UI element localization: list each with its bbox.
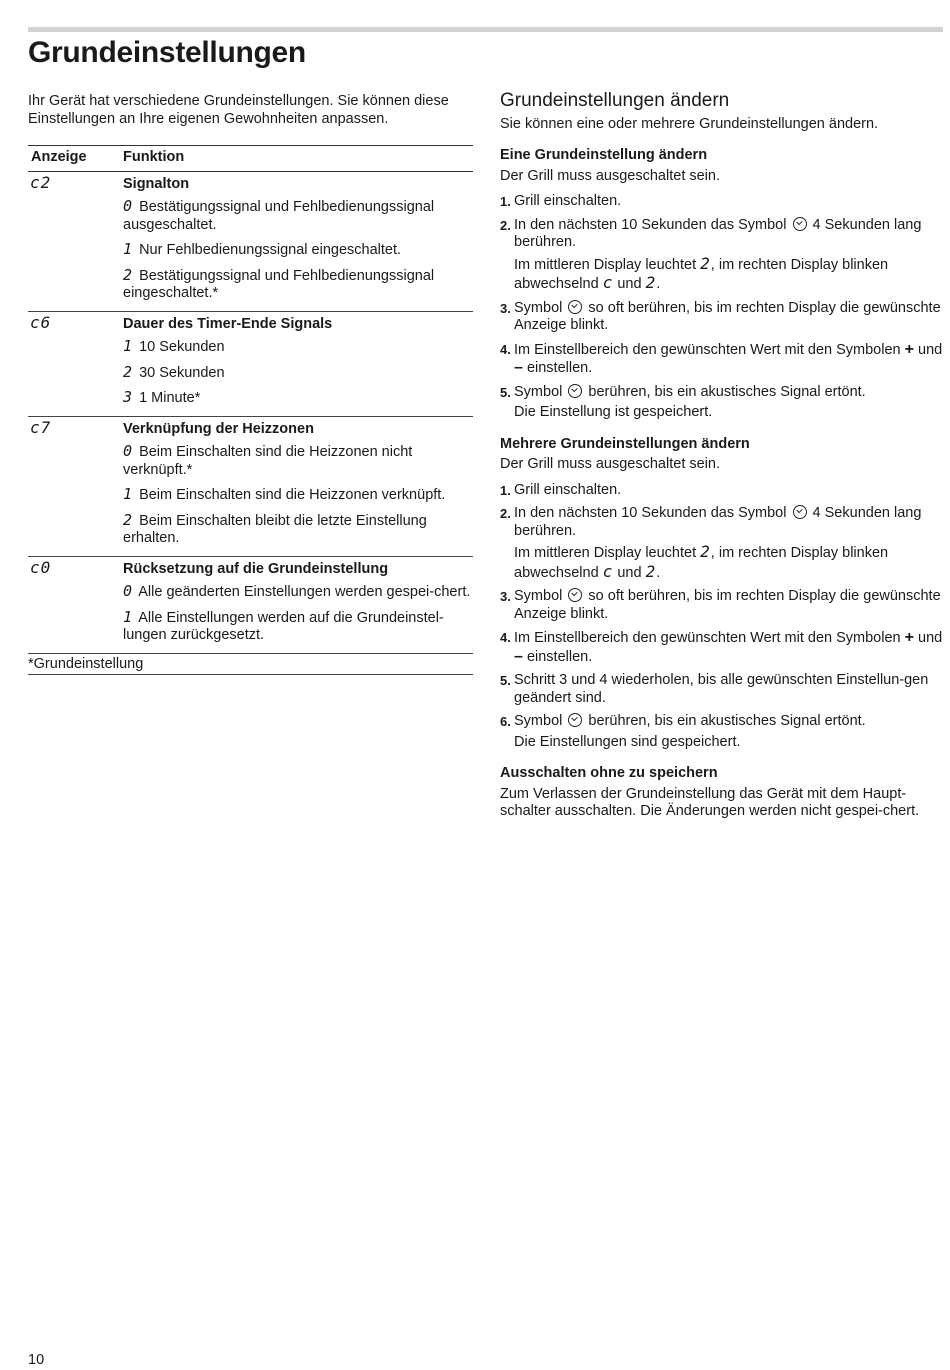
- intro-text: Ihr Gerät hat verschiedene Grundeinstellungen. Sie können diese Einstellungen an Ihre eigenen Gewohnheiten anpassen.: [28, 93, 449, 127]
- display-code: c0: [30, 557, 52, 577]
- section-text: Zum Verlassen der Grundeinstellung das Gerät mit dem Haupt-schalter ausschalten. Die Änderungen werden nicht gespei-chert.: [500, 785, 920, 819]
- display-code: 2: [700, 253, 711, 273]
- step-text: und: [918, 630, 943, 646]
- step-item: [500, 713, 943, 751]
- plus-icon: +: [904, 629, 914, 646]
- step-item: [500, 300, 943, 335]
- option-text: Beim Einschalten bleibt die letzte Einstellung erhalten.: [123, 512, 427, 546]
- step-number: 1.: [500, 482, 511, 498]
- option-item: [117, 486, 473, 512]
- result-text: und: [617, 276, 642, 292]
- option-code: 2: [123, 265, 134, 284]
- table-header-row: [28, 146, 473, 172]
- option-item: [117, 198, 473, 241]
- minus-icon: –: [514, 647, 523, 665]
- option-item: [117, 338, 473, 364]
- option-text: 1 Minute*: [139, 390, 201, 406]
- section-heading: Grundeinstellungen ändern: [500, 90, 730, 111]
- footnote: *Grundeinstellung: [28, 653, 473, 675]
- clock-icon: [793, 505, 807, 519]
- clock-icon: [793, 217, 807, 231]
- step-text: Schritt 3 und 4 wiederholen, bis alle gewünschten Einstellun-gen geändert sind.: [514, 672, 929, 706]
- option-item: [117, 609, 473, 652]
- subsection-title: Eine Grundeinstellung ändern: [500, 147, 708, 163]
- step-result: Die Einstellungen sind gespeichert.: [514, 733, 741, 750]
- result-text: Im mittleren Display leuchtet: [514, 256, 697, 273]
- step-text: Im Einstellbereich den gewünschten Wert mit den Symbolen: [514, 341, 901, 358]
- footnote-row: [28, 653, 473, 675]
- result-text: Im mittleren Display leuchtet: [514, 545, 697, 561]
- option-code: 2: [123, 510, 134, 529]
- precondition: Der Grill muss ausgeschaltet sein.: [500, 167, 720, 184]
- plus-icon: +: [904, 340, 914, 358]
- option-item: [117, 389, 473, 415]
- step-item: [500, 505, 943, 582]
- option-item: [117, 364, 473, 390]
- function-title: Rücksetzung auf die Grundeinstellung: [123, 560, 389, 577]
- display-code: c6: [30, 312, 52, 332]
- function-title: Signalton: [123, 175, 190, 192]
- display-code: 2: [645, 273, 657, 292]
- step-text: Grill einschalten.: [514, 481, 622, 498]
- option-code: 0: [123, 582, 134, 600]
- right-column: [500, 92, 943, 829]
- step-item: [500, 482, 943, 500]
- minus-icon: –: [514, 359, 523, 376]
- step-text: In den nächsten 10 Sekunden das Symbol: [514, 505, 787, 521]
- col-anzeige-header: Anzeige: [28, 146, 117, 172]
- step-text: einstellen.: [526, 648, 593, 665]
- result-text: .: [656, 564, 661, 581]
- table-row: [28, 416, 473, 556]
- option-text: Nur Fehlbedienungssignal eingeschaltet.: [139, 242, 402, 258]
- option-code: 3: [123, 388, 134, 406]
- step-text: und: [918, 341, 943, 358]
- step-item: [500, 629, 943, 666]
- option-code: 1: [123, 240, 134, 258]
- display-code: c7: [30, 417, 52, 437]
- step-result: Die Einstellung ist gespeichert.: [514, 404, 713, 420]
- option-code: 1: [123, 607, 134, 626]
- result-text: .: [656, 276, 661, 292]
- option-item: [117, 512, 473, 555]
- top-rule: [28, 27, 943, 32]
- option-item: [117, 267, 473, 310]
- table-row: [28, 171, 473, 311]
- step-text: Symbol: [514, 588, 563, 604]
- step-list: [500, 193, 943, 422]
- page-number: 10: [28, 1352, 45, 1368]
- clock-icon: [568, 300, 582, 314]
- option-item: [117, 583, 473, 609]
- step-number: 5.: [500, 384, 511, 400]
- clock-icon: [568, 384, 582, 398]
- subsection-title: Ausschalten ohne zu speichern: [500, 765, 718, 781]
- table-row: [28, 311, 473, 416]
- option-code: 2: [123, 362, 134, 381]
- option-text: Bestätigungssignal und Fehlbedienungssignal ausgeschaltet.: [123, 199, 435, 233]
- display-code: 2: [700, 542, 711, 561]
- option-text: Beim Einschalten sind die Heizzonen nicht verknüpft.*: [123, 444, 413, 478]
- step-item: [500, 193, 943, 211]
- display-code: c: [602, 273, 614, 292]
- step-item: [500, 588, 943, 623]
- step-number: 3.: [500, 589, 511, 604]
- option-text: 10 Sekunden: [139, 339, 225, 355]
- display-code: 2: [645, 561, 657, 581]
- function-title: Verknüpfung der Heizzonen: [123, 420, 314, 437]
- precondition: Der Grill muss ausgeschaltet sein.: [500, 456, 720, 472]
- step-item: [500, 384, 943, 422]
- step-text: 4 Sekunden lang berühren.: [514, 216, 922, 250]
- step-text: Grill einschalten.: [514, 193, 622, 209]
- step-text: Symbol: [514, 299, 563, 316]
- result-text: und: [617, 564, 642, 581]
- step-item: [500, 341, 943, 378]
- step-text: 4 Sekunden lang berühren.: [514, 505, 922, 539]
- result-text: , im rechten Display blinken abwechselnd: [514, 545, 889, 581]
- option-text: Beim Einschalten sind die Heizzonen verknüpft.: [139, 487, 446, 503]
- option-item: [117, 241, 473, 267]
- page-title: Grundeinstellungen: [28, 36, 306, 69]
- option-item: [117, 443, 473, 486]
- step-text: einstellen.: [526, 360, 593, 376]
- table-row: [28, 556, 473, 653]
- option-code: 1: [123, 485, 134, 503]
- step-text: Im Einstellbereich den gewünschten Wert mit den Symbolen: [514, 630, 901, 646]
- step-text: so oft berühren, bis im rechten Display die gewünschte Anzeige blinkt.: [514, 299, 941, 333]
- subsection-title: Mehrere Grundeinstellungen ändern: [500, 435, 750, 452]
- step-item: [500, 672, 943, 707]
- option-code: 0: [123, 197, 134, 215]
- step-text: Symbol: [514, 383, 563, 400]
- step-number: 4.: [500, 341, 511, 357]
- clock-icon: [568, 588, 582, 602]
- option-code: 1: [123, 337, 134, 355]
- option-text: Bestätigungssignal und Fehlbedienungssignal eingeschaltet.*: [123, 267, 435, 301]
- step-number: 2.: [500, 506, 511, 521]
- step-text: berühren, bis ein akustisches Signal ertönt.: [588, 713, 866, 729]
- step-number: 1.: [500, 194, 511, 209]
- step-number: 3.: [500, 300, 511, 316]
- step-text: Symbol: [514, 713, 563, 729]
- step-number: 6.: [500, 714, 511, 729]
- col-funktion-header: Funktion: [117, 146, 473, 172]
- function-title: Dauer des Timer-Ende Signals: [123, 315, 333, 332]
- step-text: In den nächsten 10 Sekunden das Symbol: [514, 216, 787, 233]
- step-result: [514, 543, 943, 582]
- settings-table: [28, 145, 473, 675]
- option-text: 30 Sekunden: [139, 364, 225, 381]
- display-code: c2: [30, 172, 52, 192]
- clock-icon: [568, 713, 582, 727]
- step-result: [514, 255, 943, 294]
- step-text: berühren, bis ein akustisches Signal ertönt.: [588, 383, 866, 400]
- option-code: 0: [123, 442, 134, 460]
- section-intro: Sie können eine oder mehrere Grundeinstellungen ändern.: [500, 115, 879, 132]
- result-text: , im rechten Display blinken abwechselnd: [514, 256, 889, 292]
- step-number: 4.: [500, 630, 511, 645]
- step-number: 2.: [500, 217, 511, 233]
- option-text: Alle Einstellungen werden auf die Grundeinstel-lungen zurückgesetzt.: [123, 609, 444, 643]
- step-item: [500, 217, 943, 294]
- step-text: so oft berühren, bis im rechten Display die gewünschte Anzeige blinkt.: [514, 588, 941, 622]
- option-text: Alle geänderten Einstellungen werden gespei-chert.: [138, 584, 471, 600]
- step-number: 5.: [500, 673, 511, 688]
- step-list: [500, 482, 943, 752]
- display-code: c: [602, 561, 614, 581]
